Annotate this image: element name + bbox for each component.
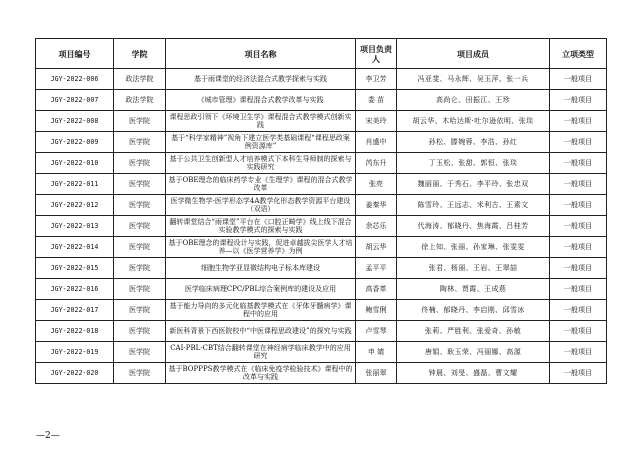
cell-members: 孙松、滕婉蓉、李浩、孙红: [397, 132, 550, 153]
cell-code: JGY-2022-010: [36, 153, 114, 174]
cell-code: JGY-2022-015: [36, 258, 114, 279]
cell-leader: 芮东升: [356, 153, 397, 174]
cell-code: JGY-2022-006: [36, 69, 114, 90]
cell-college: 医学院: [114, 279, 166, 300]
table-row: [36, 321, 607, 342]
cell-members: 冯亚斐、马永辉、吴玉萍、张一兵: [397, 69, 550, 90]
cell-leader: 肖盛中: [356, 132, 397, 153]
cell-project-name: 基于OBE理念的临床药学专业《生理学》课程的混合式教学改革: [166, 174, 356, 195]
cell-project-name: 医学临床病理CPC/PBL综合案例库的建设及应用: [166, 279, 356, 300]
cell-type: 一般项目: [550, 195, 607, 216]
cell-college: 医学院: [114, 153, 166, 174]
cell-leader: 孟平平: [356, 258, 397, 279]
cell-code: JGY-2022-011: [36, 174, 114, 195]
table-row: [36, 237, 607, 258]
table-row: [36, 300, 607, 321]
cell-college: 医学院: [114, 300, 166, 321]
table-row: [36, 363, 607, 384]
header-code: 项目编号: [36, 39, 114, 69]
cell-type: 一般项目: [550, 153, 607, 174]
cell-code: JGY-2022-019: [36, 342, 114, 363]
cell-project-name: 基于“科学家精神”视角下建立医学类基础课程“课程思政案例资源库”: [166, 132, 356, 153]
table-row: [36, 69, 607, 90]
cell-code: JGY-2022-007: [36, 90, 114, 111]
cell-type: 一般项目: [550, 111, 607, 132]
cell-college: 政法学院: [114, 69, 166, 90]
cell-type: 一般项目: [550, 342, 607, 363]
cell-project-name: 基于雨课堂的经济法混合式教学探索与实践: [166, 69, 356, 90]
cell-members: 代海涛、郁晓丹、焦海霞、吕桂芳: [397, 216, 550, 237]
cell-code: JGY-2022-020: [36, 363, 114, 384]
page-number: —2—: [36, 431, 60, 441]
cell-type: 一般项目: [550, 69, 607, 90]
cell-leader: 宋美玲: [356, 111, 397, 132]
header-leader: 项目负责人: [356, 39, 397, 69]
table-row: [36, 90, 607, 111]
cell-project-name: CAI-PBL-CBT结合翻转课堂在神经病学临床教学中的应用研究: [166, 342, 356, 363]
cell-code: JGY-2022-018: [36, 321, 114, 342]
cell-members: 徐上知、张丽、孙家琳、张雯雯: [397, 237, 550, 258]
table-row: [36, 216, 607, 237]
cell-code: JGY-2022-013: [36, 216, 114, 237]
cell-project-name: 基于OBE理念的课程设计与实践，促进卓越拔尖医学人才培养—以《医学营养学》为例: [166, 237, 356, 258]
cell-members: 钟晨、刘旻、盛磊、曹文耀: [397, 363, 550, 384]
cell-members: 张莉、严胜利、张爱奇、孙敏: [397, 321, 550, 342]
cell-college: 政法学院: [114, 90, 166, 111]
cell-leader: 卢雪琴: [356, 321, 397, 342]
cell-code: JGY-2022-016: [36, 279, 114, 300]
table-header-row: [36, 39, 607, 69]
cell-type: 一般项目: [550, 174, 607, 195]
project-table: [35, 38, 607, 384]
cell-members: 陈雪玲、王远志、米利古、王素文: [397, 195, 550, 216]
cell-members: 佟楠、郁晓丹、李启刚、邱雪冰: [397, 300, 550, 321]
cell-project-name: 细胞生物学亚显微结构电子标本库建设: [166, 258, 356, 279]
cell-college: 医学院: [114, 132, 166, 153]
cell-members: 丁玉松、张甜、郭恒、张琰: [397, 153, 550, 174]
cell-type: 一般项目: [550, 321, 607, 342]
cell-type: 一般项目: [550, 279, 607, 300]
cell-members: 魏丽丽、于秀石、李平玲、张忠双: [397, 174, 550, 195]
table-row: [36, 153, 607, 174]
cell-college: 医学院: [114, 363, 166, 384]
cell-type: 一般项目: [550, 132, 607, 153]
cell-leader: 李卫芳: [356, 69, 397, 90]
cell-college: 医学院: [114, 237, 166, 258]
cell-leader: 张丽翠: [356, 363, 397, 384]
cell-leader: 鲍雪俐: [356, 300, 397, 321]
cell-project-name: 医学微生物学-医学形态学4A教学化形态教学资源平台建设（双语）: [166, 195, 356, 216]
cell-code: JGY-2022-008: [36, 111, 114, 132]
cell-college: 医学院: [114, 342, 166, 363]
cell-type: 一般项目: [550, 90, 607, 111]
cell-type: 一般项目: [550, 216, 607, 237]
cell-code: JGY-2022-012: [36, 195, 114, 216]
cell-college: 医学院: [114, 216, 166, 237]
table-row: [36, 132, 607, 153]
table-body: [36, 69, 607, 384]
cell-type: 一般项目: [550, 300, 607, 321]
cell-members: 高尚仑、田振江、王珍: [397, 90, 550, 111]
cell-project-name: 课程思政引领下《环境卫生学》课程混合式教学模式创新实践: [166, 111, 356, 132]
cell-code: JGY-2022-017: [36, 300, 114, 321]
cell-code: JGY-2022-009: [36, 132, 114, 153]
cell-code: JGY-2022-014: [36, 237, 114, 258]
cell-college: 医学院: [114, 195, 166, 216]
cell-type: 一般项目: [550, 237, 607, 258]
cell-project-name: 《城市管理》课程混合式教学改革与实践: [166, 90, 356, 111]
table-row: [36, 279, 607, 300]
header-members: 项目成员: [397, 39, 550, 69]
cell-leader: 张亮: [356, 174, 397, 195]
table-row: [36, 258, 607, 279]
cell-college: 医学院: [114, 258, 166, 279]
cell-project-name: 基于能力导向的多元化临基教学模式在《牙体牙髓病学》课程中的应用: [166, 300, 356, 321]
cell-college: 医学院: [114, 174, 166, 195]
cell-project-name: 基于BOPPPS教学模式在《临床免疫学检验技术》课程中的改革与实践: [166, 363, 356, 384]
table-row: [36, 174, 607, 195]
table-row: [36, 195, 607, 216]
header-type: 立项类型: [550, 39, 607, 69]
cell-project-name: 新医科背景下西医院校中“中医课程思政建设”的探究与实践: [166, 321, 356, 342]
cell-college: 医学院: [114, 321, 166, 342]
cell-leader: 余芯乐: [356, 216, 397, 237]
cell-project-name: 翻转课堂结合“雨课堂”平台在《口腔正畸学》线上线下混合实验教学模式的探索与实践: [166, 216, 356, 237]
cell-leader: 姜秦华: [356, 195, 397, 216]
cell-members: 胡云华、木哈达斯·吐尔逊依明、张琰: [397, 111, 550, 132]
cell-leader: 胡云华: [356, 237, 397, 258]
header-name: 项目名称: [166, 39, 356, 69]
header-college: 学院: [114, 39, 166, 69]
cell-type: 一般项目: [550, 258, 607, 279]
cell-leader: 高香革: [356, 279, 397, 300]
cell-college: 医学院: [114, 111, 166, 132]
cell-type: 一般项目: [550, 363, 607, 384]
cell-leader: 娄 苗: [356, 90, 397, 111]
table-row: [36, 111, 607, 132]
cell-members: 张君、杨丽、王岩、王翠喆: [397, 258, 550, 279]
cell-project-name: 基于公共卫生创新型人才培养模式下本科生导师制的探索与实践研究: [166, 153, 356, 174]
cell-members: 唐娟、耿玉荣、冯丽娜、高源: [397, 342, 550, 363]
cell-leader: 申 婧: [356, 342, 397, 363]
cell-members: 陶林、贾霞、王成燕: [397, 279, 550, 300]
table-row: [36, 342, 607, 363]
